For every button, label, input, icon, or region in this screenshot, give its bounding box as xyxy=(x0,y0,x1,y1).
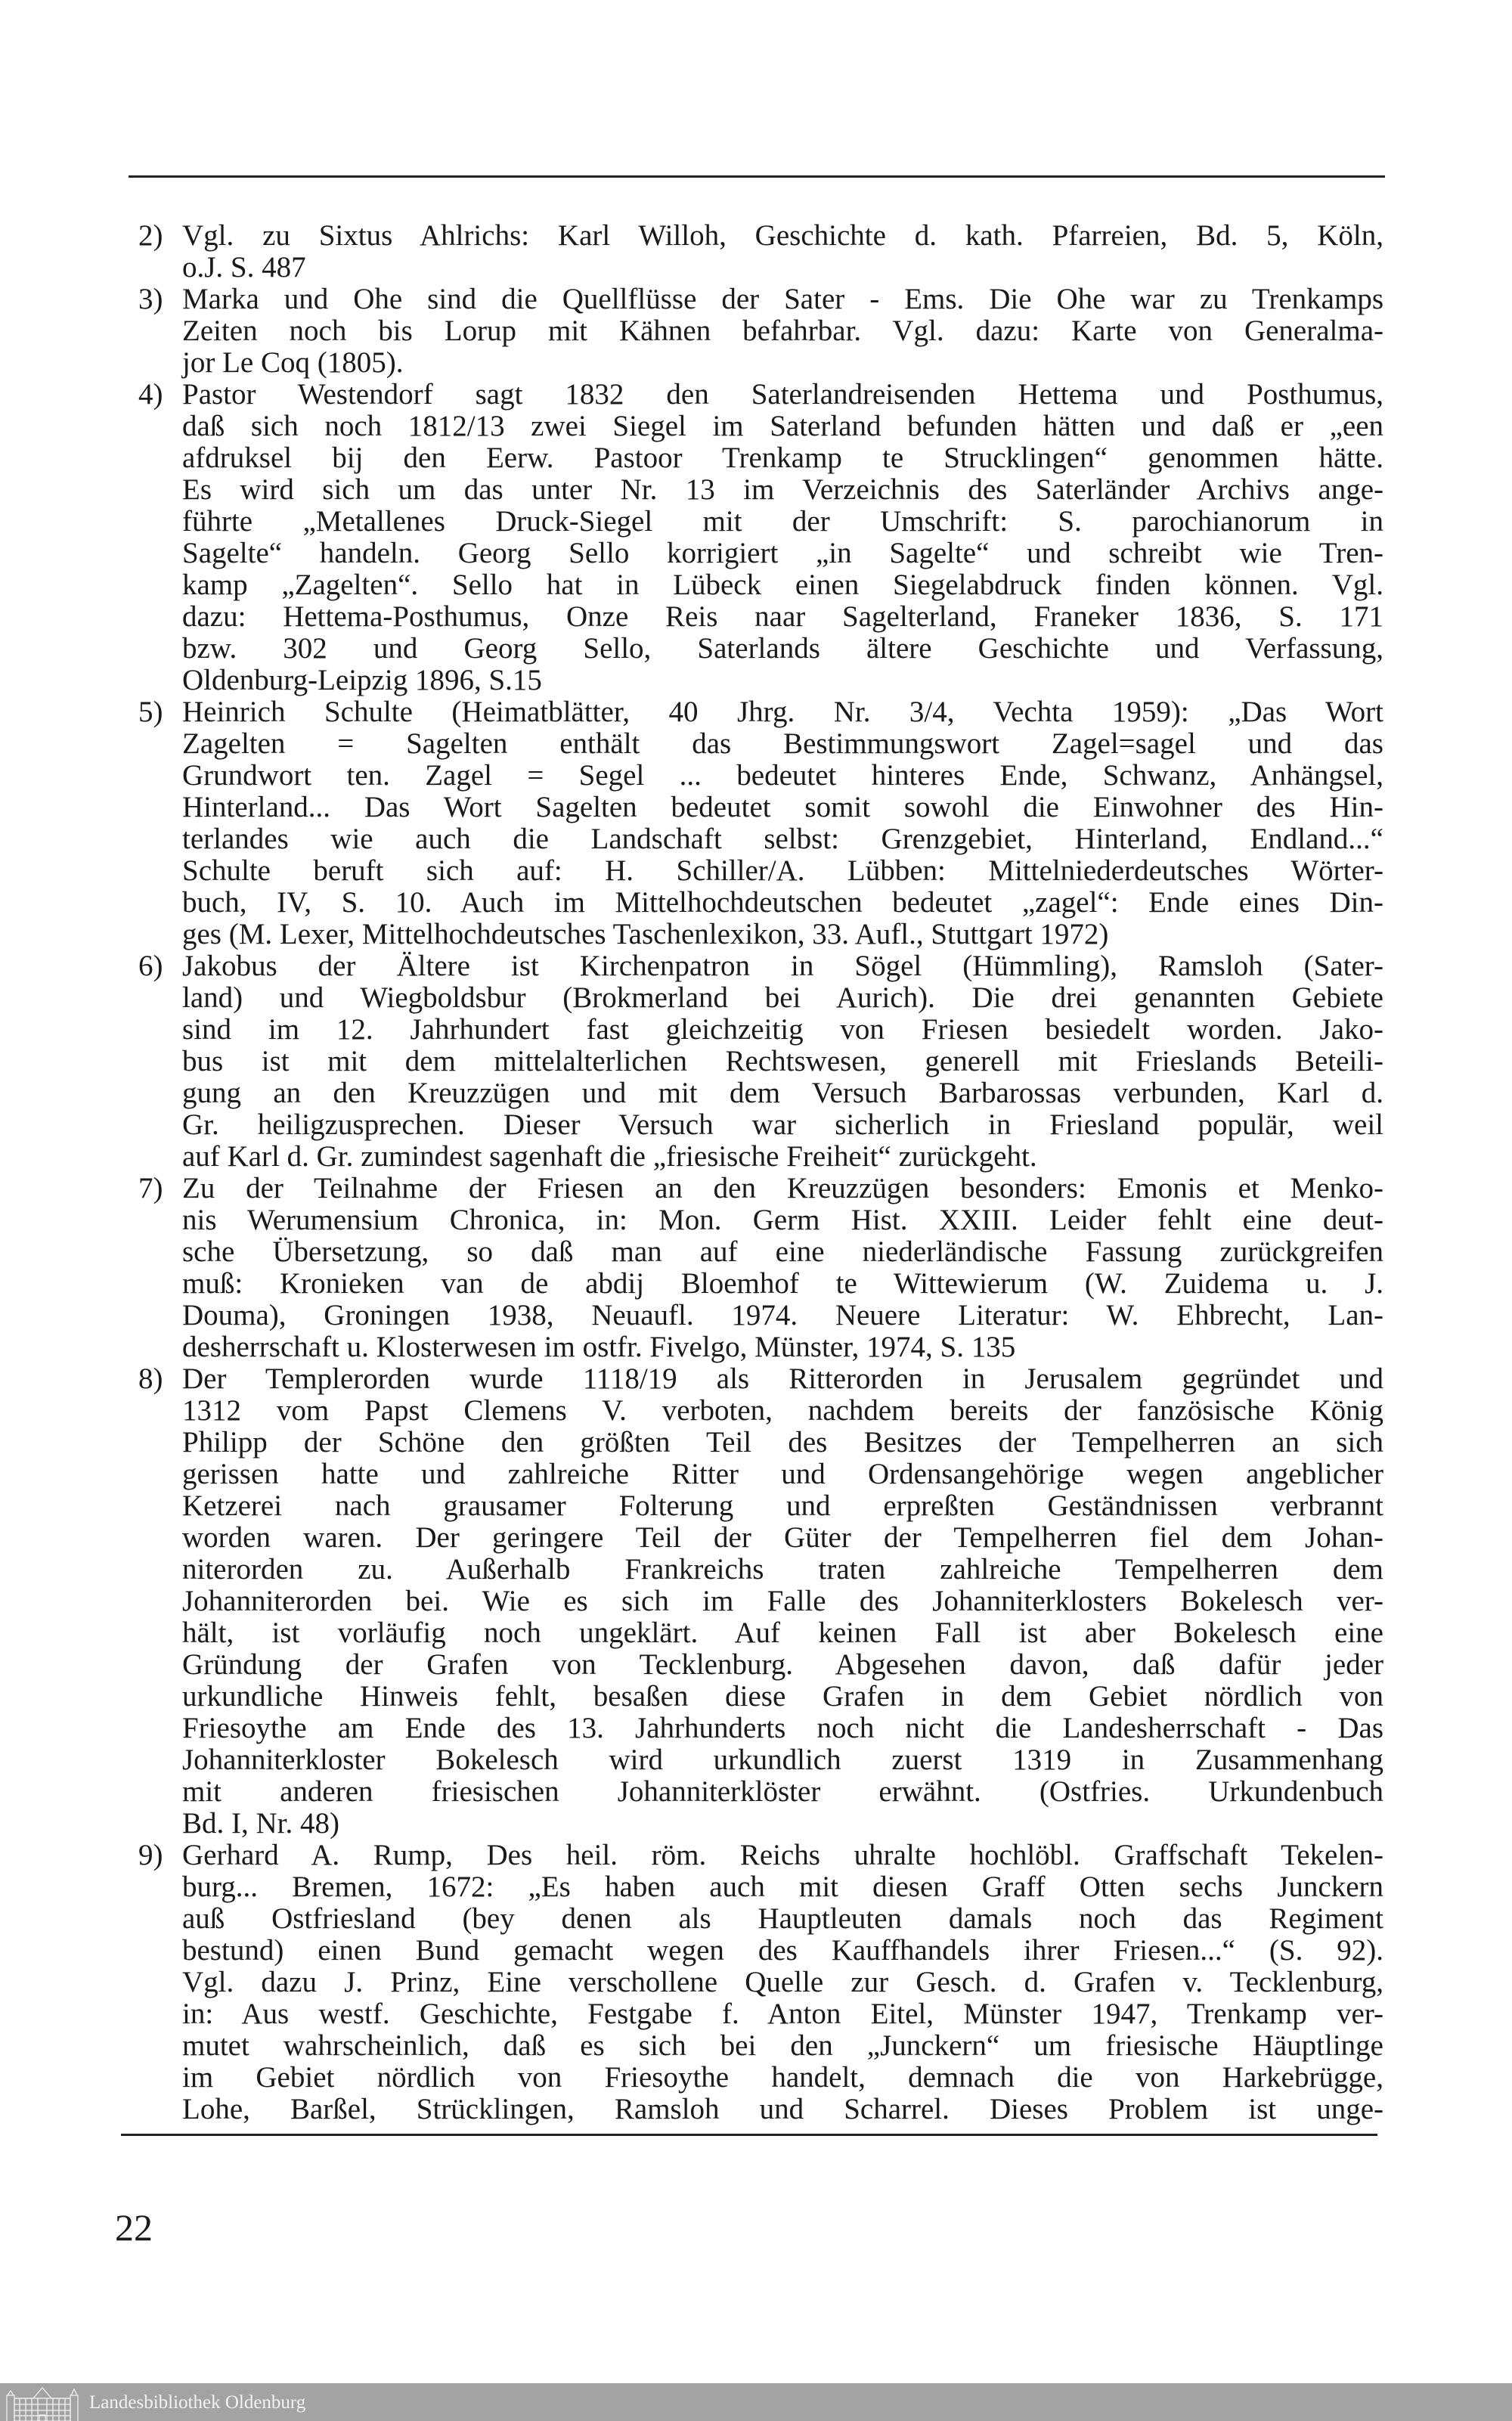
text-line: afdruksel bij den Eerw. Pastoor Trenkamp te Strucklingen“ genommen hätte. xyxy=(182,442,1383,474)
text-line: muß: Kronieken van de abdij Bloemhof te Wittewierum (W. Zuidema u. J. xyxy=(182,1267,1383,1300)
text-line: führte „Metallenes Druck-Siegel mit der Umschrift: S. parochianorum in xyxy=(182,505,1383,538)
text-line: mutet wahrscheinlich, daß es sich bei den „Junckern“ um friesische Häuptlinge xyxy=(182,2029,1383,2062)
footnote-number: 8) xyxy=(138,1362,163,1395)
footnote xyxy=(138,220,1383,284)
text-line: Oldenburg-Leipzig 1896, S.15 xyxy=(182,664,542,696)
text-line: gung an den Kreuzzügen und mit dem Versuch Barbarossas verbunden, Karl d. xyxy=(182,1077,1383,1109)
text-line: Zeiten noch bis Lorup mit Kähnen befahrbar. Vgl. dazu: Karte von Generalma- xyxy=(182,315,1383,347)
bottom-rule xyxy=(121,2134,1377,2136)
footnote-number: 7) xyxy=(138,1172,163,1204)
text-line: kamp „Zagelten“. Sello hat in Lübeck einen Siegelabdruck finden können. Vgl. xyxy=(182,569,1383,601)
text-line: Jakobus der Ältere ist Kirchenpatron in Sögel (Hümmling), Ramsloh (Sater- xyxy=(182,950,1383,982)
text-line: Pastor Westendorf sagt 1832 den Saterlandreisenden Hettema und Posthumus, xyxy=(182,378,1383,411)
text-line: daß sich noch 1812/13 zwei Siegel im Saterland befunden hätten und daß er „een xyxy=(182,410,1383,442)
footnote-number: 9) xyxy=(138,1839,163,1871)
footnote-number: 5) xyxy=(138,696,163,728)
text-line: Philipp der Schöne den größten Teil des Besitzes der Tempelherren an sich xyxy=(182,1426,1383,1458)
text-line: ges (M. Lexer, Mittelhochdeutsches Taschenlexikon, 33. Aufl., Stuttgart 1972) xyxy=(182,918,1109,950)
text-line: Grundwort ten. Zagel = Segel ... bedeutet hinteres Ende, Schwanz, Anhängsel, xyxy=(182,759,1383,792)
text-line: nis Werumensium Chronica, in: Mon. Germ Hist. XXIII. Leider fehlt eine deut- xyxy=(182,1204,1383,1236)
top-rule xyxy=(129,175,1385,178)
text-line: o.J. S. 487 xyxy=(182,251,306,284)
footnote-number: 2) xyxy=(138,219,163,252)
text-line: Lohe, Barßel, Strücklingen, Ramsloh und Scharrel. Dieses Problem ist unge- xyxy=(182,2093,1383,2125)
text-line: dazu: Hettema-Posthumus, Onze Reis naar Sagelterland, Franeker 1836, S. 171 xyxy=(182,600,1383,633)
text-line: Schulte beruft sich auf: H. Schiller/A. Lübben: Mittelniederdeutsches Wörter- xyxy=(182,854,1383,887)
text-line: Hinterland... Das Wort Sagelten bedeutet somit sowohl die Einwohner des Hin- xyxy=(182,791,1383,823)
text-line: Zagelten = Sagelten enthält das Bestimmungswort Zagel=sagel und das xyxy=(182,727,1383,760)
text-line: in: Aus westf. Geschichte, Festgabe f. Anton Eitel, Münster 1947, Trenkamp ver- xyxy=(182,1998,1383,2030)
text-line: worden waren. Der geringere Teil der Güter der Tempelherren fiel dem Johan- xyxy=(182,1521,1383,1554)
footnote xyxy=(138,379,1383,696)
footnote-text xyxy=(182,950,1383,1173)
text-line: Vgl. zu Sixtus Ahlrichs: Karl Willoh, Geschichte d. kath. Pfarreien, Bd. 5, Köln, xyxy=(182,219,1383,252)
text-line: Johanniterkloster Bokelesch wird urkundlich zuerst 1319 in Zusammenhang xyxy=(182,1744,1383,1776)
footnote xyxy=(138,1840,1383,2125)
text-line: bus ist mit dem mittelalterlichen Rechtswesen, generell mit Frieslands Beteili- xyxy=(182,1045,1383,1077)
footnote xyxy=(138,1173,1383,1363)
text-line: auf Karl d. Gr. zumindest sagenhaft die „friesische Freiheit“ zurückgeht. xyxy=(182,1140,1037,1173)
text-line: Johanniterorden bei. Wie es sich im Falle des Johanniterklosters Bokelesch ver- xyxy=(182,1585,1383,1617)
footnote xyxy=(138,950,1383,1173)
text-line: gerissen hatte und zahlreiche Ritter und Ordensangehörige wegen angeblicher xyxy=(182,1458,1383,1490)
footnote-text xyxy=(182,379,1383,696)
footnote-number: 3) xyxy=(138,283,163,315)
text-line: Gr. heiligzusprechen. Dieser Versuch war sicherlich in Friesland populär, weil xyxy=(182,1108,1383,1141)
text-line: sind im 12. Jahrhundert fast gleichzeitig von Friesen besiedelt worden. Jako- xyxy=(182,1013,1383,1046)
text-line: Gründung der Grafen von Tecklenburg. Abgesehen davon, daß dafür jeder xyxy=(182,1648,1383,1681)
footnote-number: 6) xyxy=(138,950,163,982)
text-line: 1312 vom Papst Clemens V. verboten, nachdem bereits der fanzösische König xyxy=(182,1394,1383,1427)
footnote-number: 4) xyxy=(138,378,163,411)
library-building-icon xyxy=(5,2385,80,2421)
footnote-text xyxy=(182,1173,1383,1363)
text-line: Friesoythe am Ende des 13. Jahrhunderts noch nicht die Landesherrschaft - Das xyxy=(182,1712,1383,1744)
library-footer-bar xyxy=(0,2383,1512,2421)
footnote-text xyxy=(182,284,1383,379)
text-line: Es wird sich um das unter Nr. 13 im Verzeichnis des Saterländer Archivs ange- xyxy=(182,473,1383,506)
text-line: buch, IV, S. 10. Auch im Mittelhochdeutschen bedeutet „zagel“: Ende eines Din- xyxy=(182,886,1383,919)
text-line: Sagelte“ handeln. Georg Sello korrigiert „in Sagelte“ und schreibt wie Tren- xyxy=(182,537,1383,569)
text-line: terlandes wie auch die Landschaft selbst: Grenzgebiet, Hinterland, Endland...“ xyxy=(182,823,1383,855)
text-line: Zu der Teilnahme der Friesen an den Kreuzzügen besonders: Emonis et Menko- xyxy=(182,1172,1383,1204)
page-number: 22 xyxy=(115,2206,153,2249)
text-line: burg... Bremen, 1672: „Es haben auch mit diesen Graff Otten sechs Junckern xyxy=(182,1871,1383,1903)
library-name: Landesbibliothek Oldenburg xyxy=(89,2392,306,2413)
footnote-text xyxy=(182,1840,1383,2125)
footnote-text xyxy=(182,696,1383,950)
text-line: mit anderen friesischen Johanniterklöster erwähnt. (Ostfries. Urkundenbuch xyxy=(182,1775,1383,1808)
text-line: auß Ostfriesland (bey denen als Hauptleuten damals noch das Regiment xyxy=(182,1902,1383,1935)
text-line: niterorden zu. Außerhalb Frankreichs traten zahlreiche Tempelherren dem xyxy=(182,1553,1383,1586)
text-line: desherrschaft u. Klosterwesen im ostfr. Fivelgo, Münster, 1974, S. 135 xyxy=(182,1331,1016,1363)
text-line: bestund) einen Bund gemacht wegen des Kauffhandels ihrer Friesen...“ (S. 92). xyxy=(182,1934,1383,1967)
text-line: Heinrich Schulte (Heimatblätter, 40 Jhrg. Nr. 3/4, Vechta 1959): „Das Wort xyxy=(182,696,1383,728)
text-line: Der Templerorden wurde 1118/19 als Ritterorden in Jerusalem gegründet und xyxy=(182,1362,1383,1395)
text-line: bzw. 302 und Georg Sello, Saterlands ältere Geschichte und Verfassung, xyxy=(182,632,1383,665)
text-line: Vgl. dazu J. Prinz, Eine verschollene Quelle zur Gesch. d. Grafen v. Tecklenburg, xyxy=(182,1966,1383,1998)
footnote xyxy=(138,284,1383,379)
footnote xyxy=(138,696,1383,950)
text-line: land) und Wiegboldsbur (Brokmerland bei Aurich). Die drei genannten Gebiete xyxy=(182,981,1383,1014)
text-line: Douma), Groningen 1938, Neuaufl. 1974. Neuere Literatur: W. Ehbrecht, Lan- xyxy=(182,1299,1383,1331)
footnote-text xyxy=(182,1363,1383,1840)
text-line: Marka und Ohe sind die Quellflüsse der Sater - Ems. Die Ohe war zu Trenkamps xyxy=(182,283,1383,315)
text-line: sche Übersetzung, so daß man auf eine niederländische Fassung zurückgreifen xyxy=(182,1235,1383,1268)
text-line: Bd. I, Nr. 48) xyxy=(182,1807,339,1840)
text-line: Ketzerei nach grausamer Folterung und erpreßten Geständnissen verbrannt xyxy=(182,1489,1383,1522)
text-line: Gerhard A. Rump, Des heil. röm. Reichs uhralte hochlöbl. Graffschaft Tekelen- xyxy=(182,1839,1383,1871)
footnotes xyxy=(138,220,1383,2125)
footnote xyxy=(138,1363,1383,1840)
text-line: hält, ist vorläufig noch ungeklärt. Auf keinen Fall ist aber Bokelesch eine xyxy=(182,1617,1383,1649)
text-line: urkundliche Hinweis fehlt, besaßen diese Grafen in dem Gebiet nördlich von xyxy=(182,1680,1383,1713)
text-line: im Gebiet nördlich von Friesoythe handelt, demnach die von Harkebrügge, xyxy=(182,2061,1383,2094)
footnote-text xyxy=(182,220,1383,284)
text-line: jor Le Coq (1805). xyxy=(182,346,404,379)
